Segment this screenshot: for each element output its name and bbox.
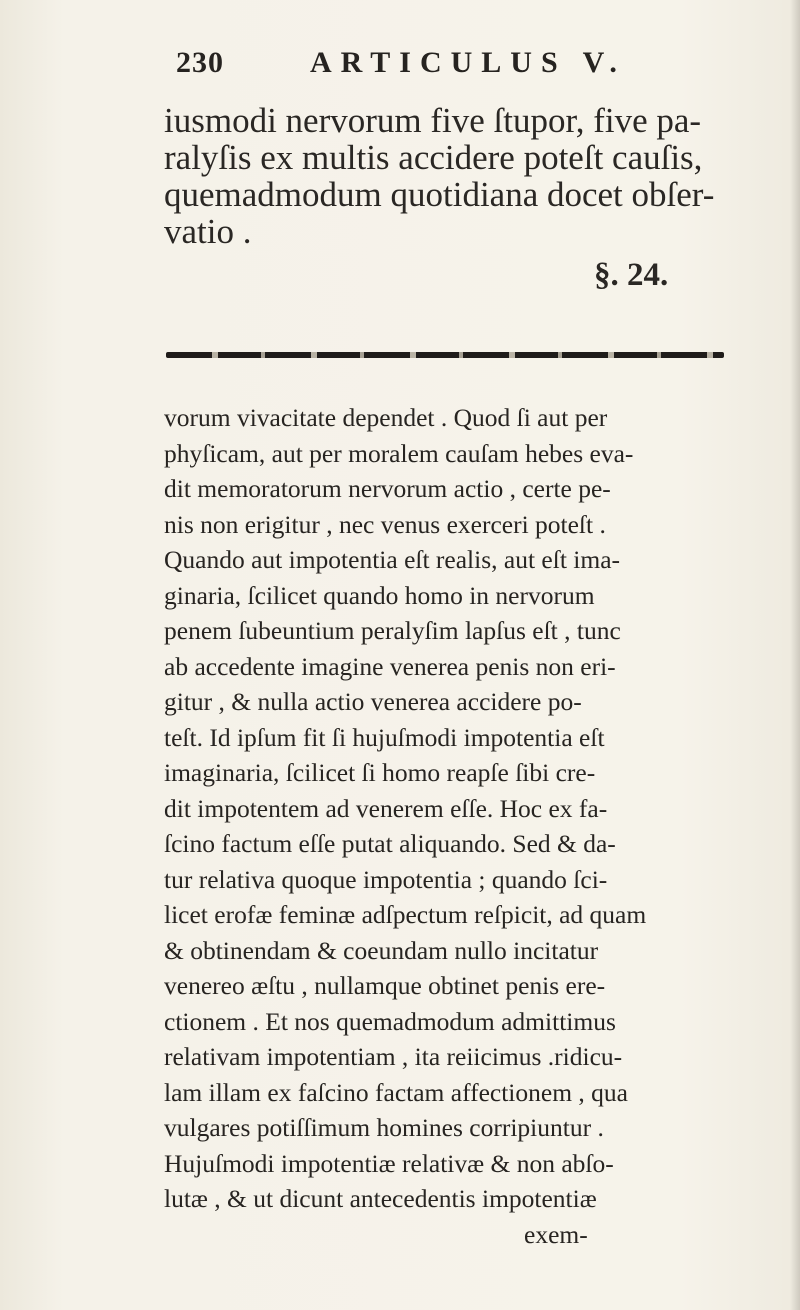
text-line: phyſicam, aut per moralem cauſam hebes eva- [164, 438, 634, 468]
text-line: iusmodi nervorum five ſtupor, five pa- [164, 101, 702, 140]
text-line: vatio . [164, 212, 252, 251]
text-line: Quando aut impotentia eſt realis, aut eſt ima- [164, 545, 621, 574]
running-head: ARTICULUS V. [310, 46, 626, 79]
text-line: dit impotentem ad venerem eſſe. Hoc ex fa- [164, 793, 608, 823]
text-line: & obtinendam & coeundam nullo incitatur [164, 935, 599, 965]
text-line: lam illam ex faſcino factam affectionem , qua [164, 1077, 628, 1107]
text-line: ginaria, ſcilicet quando homo in nervorum [164, 580, 595, 610]
text-line: imaginaria, ſcilicet ſi homo reapſe ſibi cre- [164, 758, 596, 787]
section-heading: §. 24. [594, 257, 669, 293]
page-number: 230 [176, 46, 224, 79]
text-line: lutæ , & ut dicunt antecedentis impotentiæ [164, 1184, 597, 1213]
text-line: teſt. Id ipſum fit ſi hujuſmodi impotentia eſt [164, 722, 605, 752]
text-line: ab accedente imagine venerea penis non eri- [164, 651, 616, 681]
text-line: nis non erigitur , nec venus exerceri poteſt . [164, 509, 606, 539]
lower-paragraph [164, 400, 732, 1252]
page-edge-shadow [790, 0, 800, 1310]
text-line: vorum vivacitate dependet . Quod ſi aut per [164, 403, 608, 432]
text-line: dit memoratorum nervorum actio , certe pe- [164, 474, 611, 503]
text-line: ctionem . Et nos quemadmodum admittimus [164, 1006, 616, 1036]
text-line: quemadmodum quotidiana docet obſer- [164, 175, 715, 214]
page-header [176, 46, 696, 86]
text-line: relativam impotentiam , ita reiicimus .ridicu- [164, 1042, 623, 1071]
text-line: ralyſis ex multis accidere poteſt cauſis, [164, 138, 703, 177]
text-line: venereo æſtu , nullamque obtinet penis ere- [164, 971, 606, 1000]
text-line: penem ſubeuntium peralyſim lapſus eſt , tunc [164, 616, 621, 645]
text-line: licet erofæ feminæ adſpectum reſpicit, ad quam [164, 900, 647, 929]
text-line: ſcino factum eſſe putat aliquando. Sed & da- [164, 829, 616, 858]
text-line: Hujuſmodi impotentiæ relativæ & non abſo- [164, 1148, 614, 1178]
catchword: exem- [524, 1219, 588, 1249]
text-line: tur relativa quoque impotentia ; quando ſci- [164, 864, 608, 894]
page-cut-divider [166, 352, 724, 358]
text-line: vulgares potiſſimum homines corripiuntur . [164, 1113, 604, 1142]
text-line: gitur , & nulla actio venerea accidere po- [164, 687, 582, 716]
upper-paragraph [164, 102, 724, 250]
